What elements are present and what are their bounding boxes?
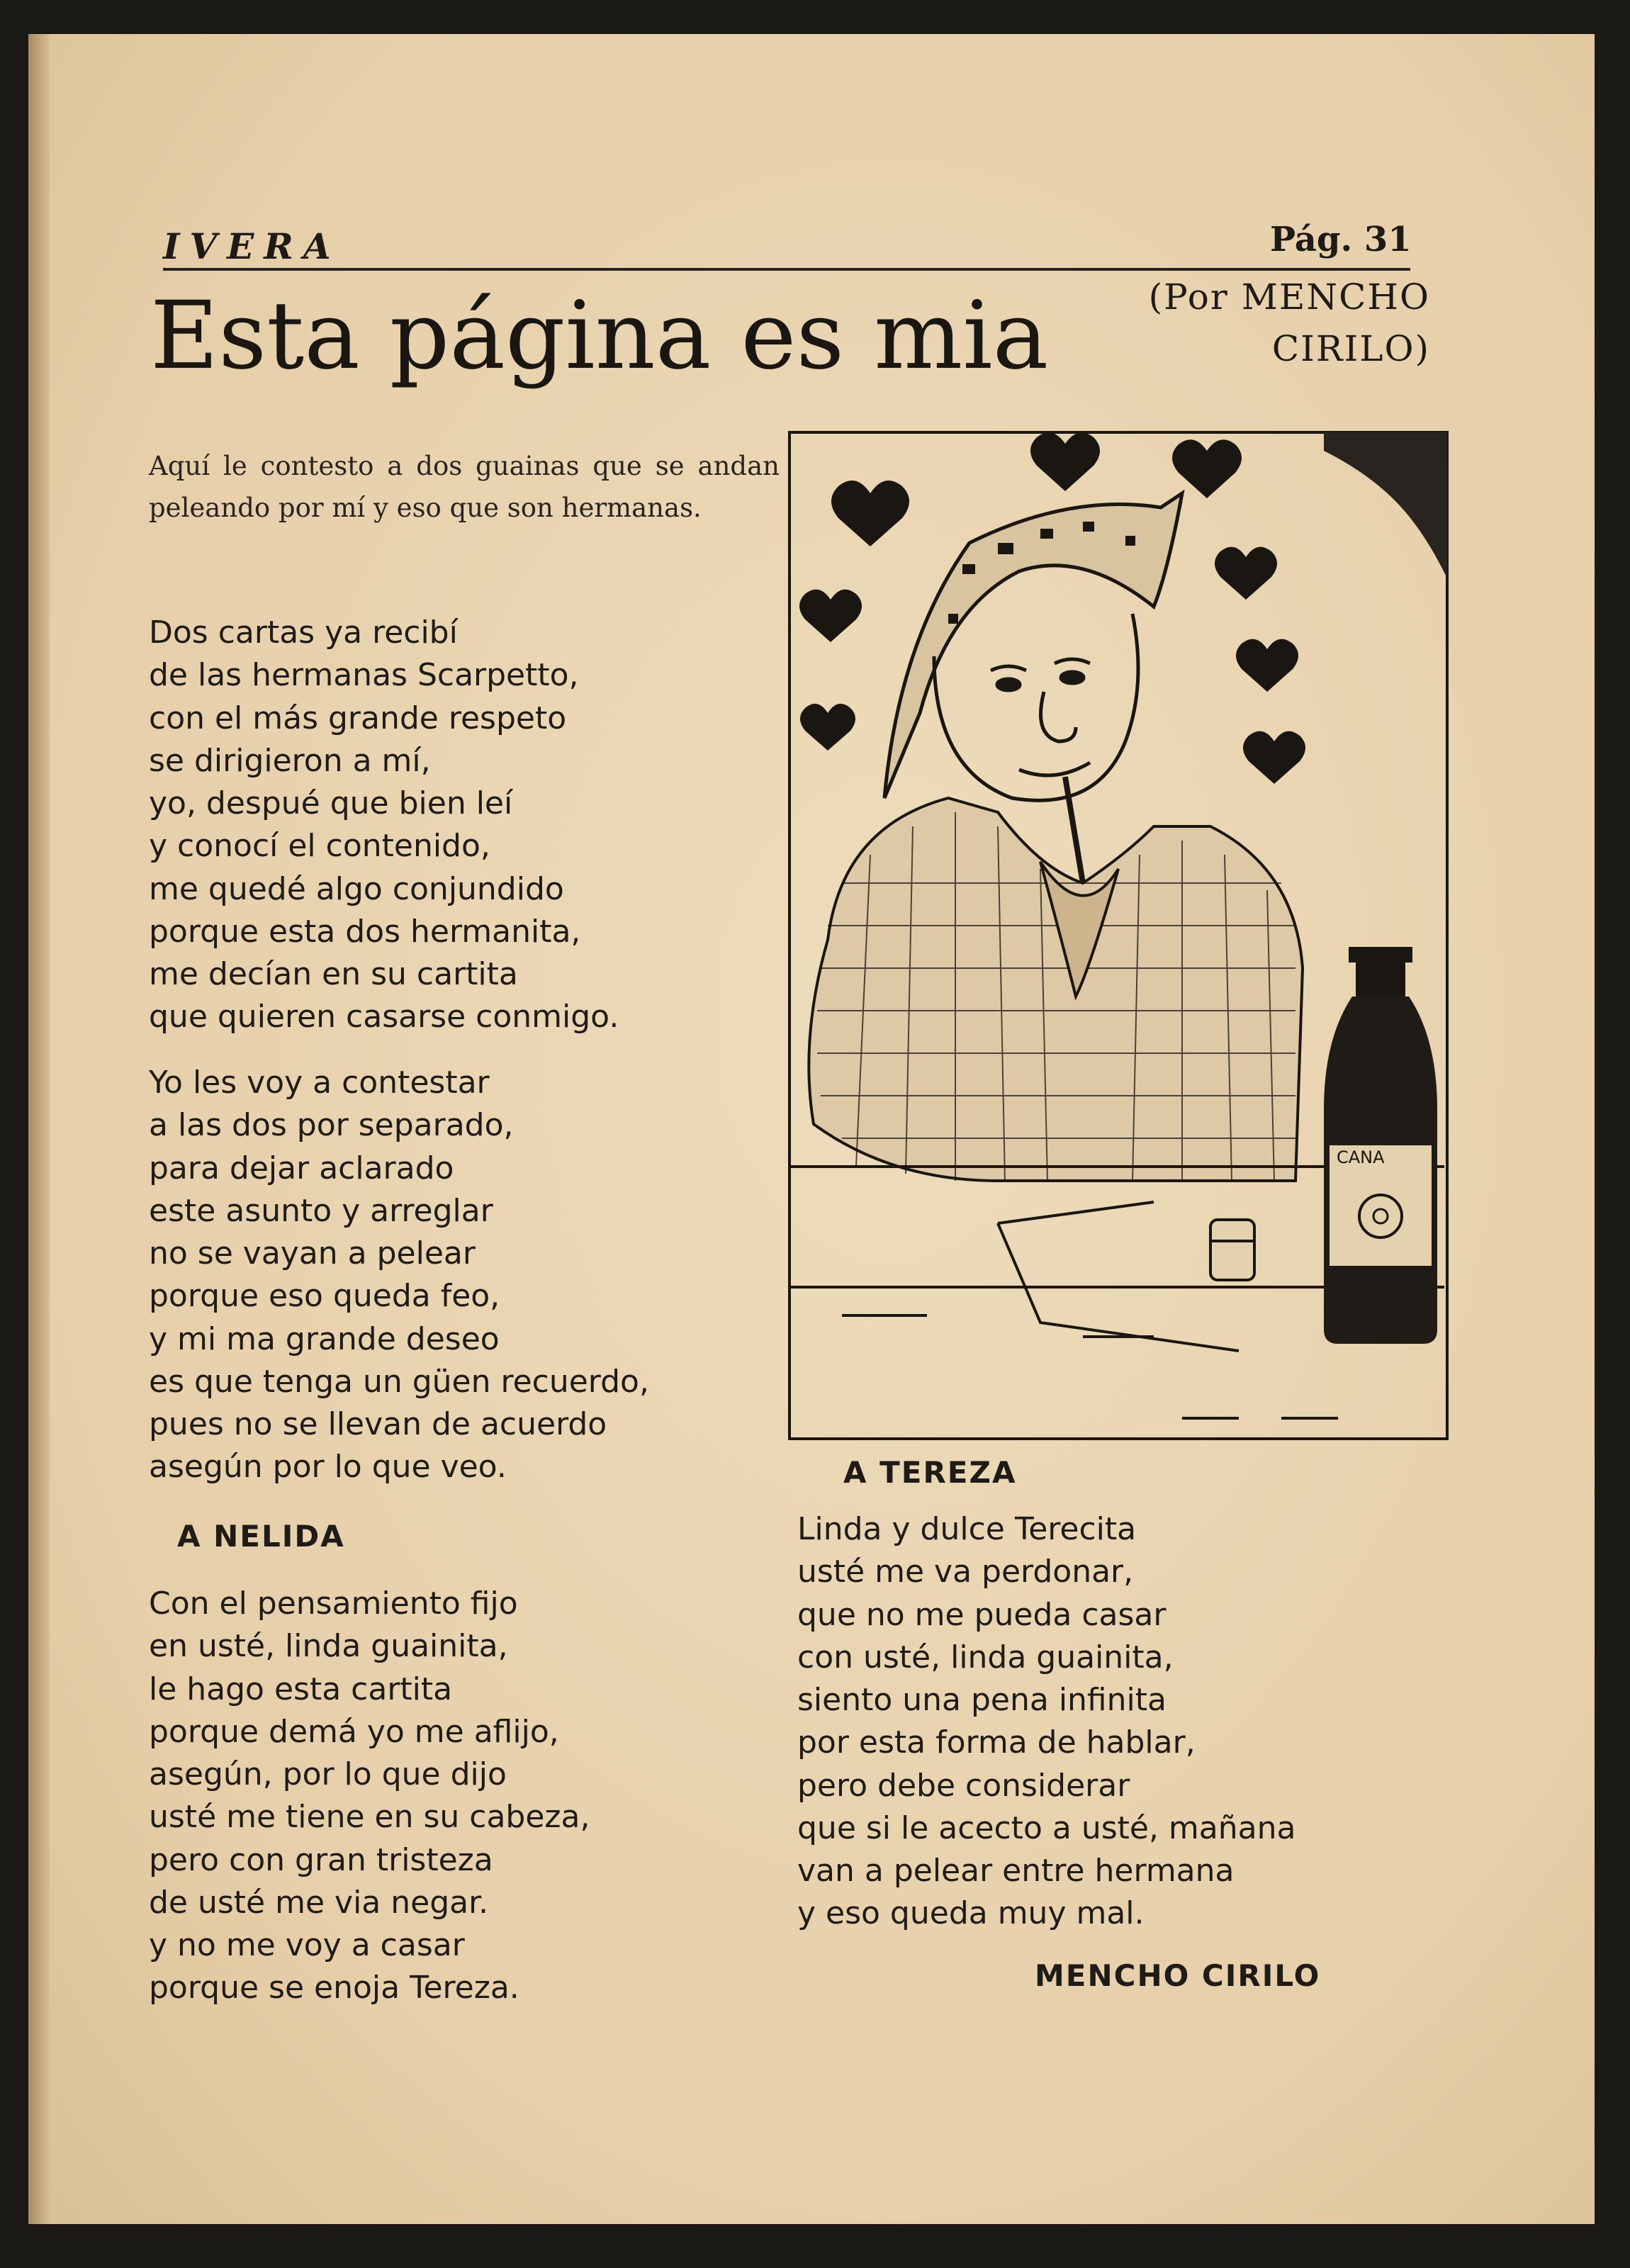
bottle-label: CANA [1337, 1147, 1385, 1167]
nelida-stanza: Con el pensamiento fijo en usté, linda guainita, le hago esta cartita porque demá yo me aflijo, asegún, por lo que dijo usté me tiene en su cabeza, pero con gran tristeza de usté me via negar. y no me voy a casar porque se enoja Tereza. [149, 1585, 590, 2006]
signature: MENCHO CIRILO [1035, 1958, 1321, 1993]
nelida-heading: A NELIDA [177, 1519, 345, 1554]
page-number: Pág. 31 [1270, 220, 1412, 259]
hearts-decoration [799, 432, 1305, 784]
poem-stanza-1: Dos cartas ya recibí de las hermanas Scarpetto, con el más grande respeto se dirigieron a mí, yo, despué que bien leí y conocí el contenido, me quedé algo conjundido porque esta dos hermanita, me decían en su cartita que quieren casarse conmigo. [149, 614, 619, 1035]
tereza-stanza: Linda y dulce Terecita usté me va perdonar, que no me pueda casar con usté, linda guainita, siento una pena infinita por esta forma de hablar, pero debe considerar que si le acecto a usté, mañana van a pelear entre hermana y eso queda muy mal. [797, 1511, 1296, 1932]
shirt [809, 798, 1303, 1181]
cartoon-man-illustration [785, 430, 1451, 1443]
bottle-icon [1324, 947, 1437, 1344]
page-spine [28, 34, 50, 2224]
magazine-page [28, 34, 1595, 2224]
page-title: Esta página es mia [150, 281, 1049, 391]
tereza-heading: A TEREZA [843, 1455, 1017, 1490]
magazine-name: IVERA [163, 225, 341, 267]
byline: (Por MENCHO CIRILO) [1148, 276, 1430, 369]
poem-stanza-2: Yo les voy a contestar a las dos por separado, para dejar aclarado este asunto y arreglar no se vayan a pelear porque eso queda feo, y mi ma grande deseo es que tenga un güen recuerdo, pues no se llevan de acuerdo asegún por lo que veo. [149, 1065, 649, 1486]
intro-paragraph: Aquí le contesto a dos guainas que se andan peleando por mí y eso que son hermanas. [149, 451, 780, 524]
glass-icon [1210, 1220, 1254, 1280]
header-rule [163, 268, 1410, 271]
